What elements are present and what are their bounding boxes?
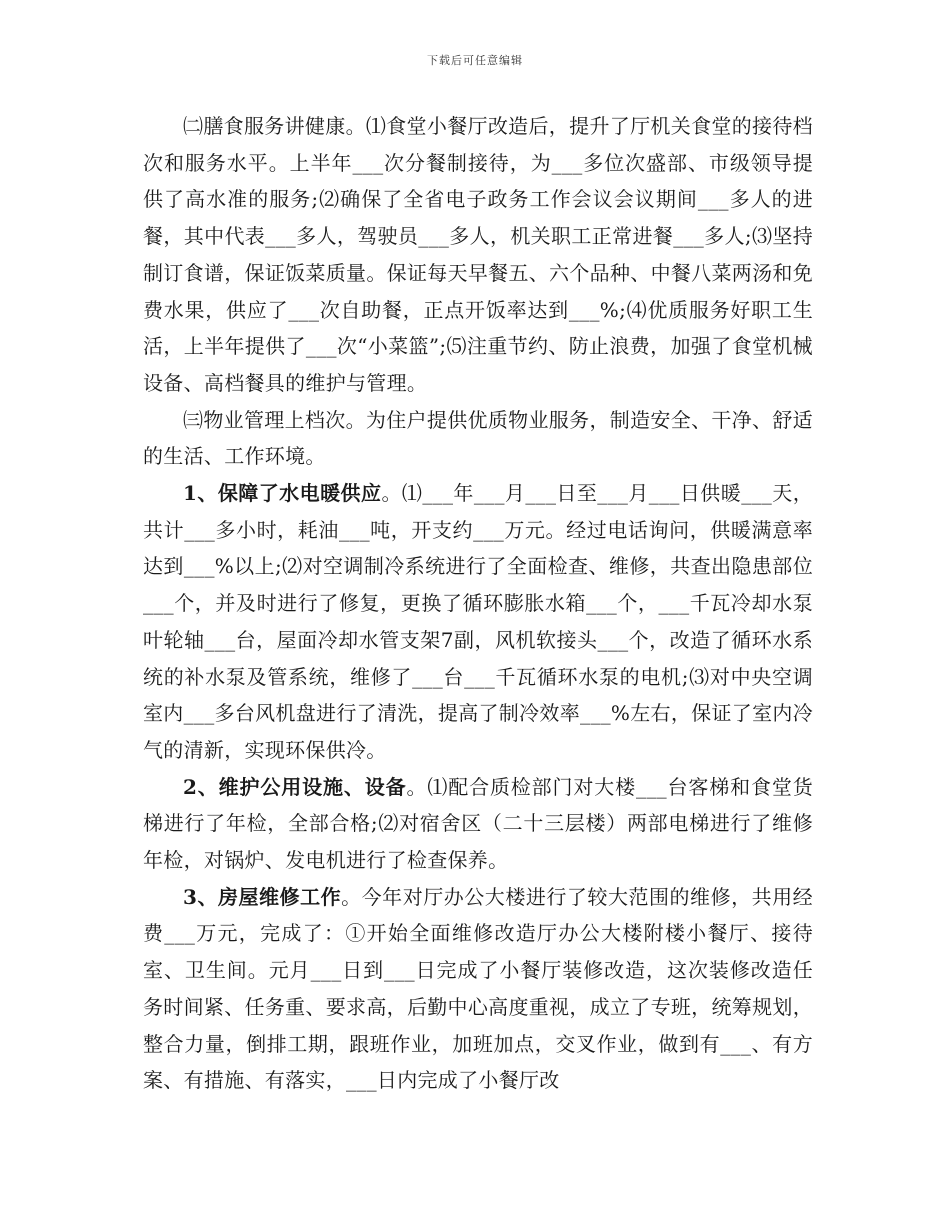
page-header: 下载后可任意编辑 [427,54,523,67]
paragraph-maintenance [143,879,813,1099]
paragraph-facilities [143,769,813,879]
paragraph-text: ㈡膳食服务讲健康。⑴食堂小餐厅改造后，提升了厅机关食堂的接待档次和服务水平。上半年___次分餐制接待，为___多位次盛部、市级领导提供了高水准的服务;⑵确保了全省电子政务工作会议会议期间___多人的进餐，其中代表___多人，驾驶员___多人，机关职工正常进餐___多人;⑶坚持制订食谱，保证饭菜质量。保证每天早餐五、六个品种、中餐八菜两汤和免费水果，供应了___次自助餐，正点开饭率达到___%;⑷优质服务好职工生活，上半年提供了___次“小菜篮”;⑸注重节约、防止浪费，加强了食堂机械设备、高档餐具的维护与管理。 [143,114,813,395]
document-body [143,108,813,1099]
paragraph-lead: 3、房屋维修工作 [183,884,342,909]
paragraph-lead: 2、维护公用设施、设备 [183,774,407,799]
paragraph-lead: 1、保障了水电暖供应 [183,481,382,506]
paragraph-utilities [143,475,813,769]
paragraph-property [143,402,813,475]
paragraph-catering [143,108,813,402]
paragraph-text: ㈢物业管理上档次。为住户提供优质物业服务，制造安全、干净、舒适的生活、工作环境。 [143,407,813,469]
paragraph-text: 。⑴配合质检部门对大楼___台客梯和食堂货梯进行了年检，全部合格;⑵对宿舍区（二十三层楼）两部电梯进行了维修年检，对锅炉、发电机进行了检查保养。 [143,774,813,873]
paragraph-text: 。⑴___年___月___日至___月___日供暖___天，共计___多小时，耗油___吨，开支约___万元。经过电话询问，供暖满意率达到___%以上;⑵对空调制冷系统进行了全面检查、维修，共查出隐患部位___个，并及时进行了修复，更换了循环膨胀水箱___个，___千瓦冷却水泵叶轮轴___台，屋面冷却水管支架7副，风机软接头___个，改造了循环水系统的补水泵及管系统，维修了___台___千瓦循环水泵的电机;⑶对中央空调室内___多台风机盘进行了清洗，提高了制冷效率___%左右，保证了室内冷气的清新，实现环保供冷。 [143,481,814,762]
paragraph-text: 。今年对厅办公大楼进行了较大范围的维修，共用经费___万元，完成了：①开始全面维修改造厅办公大楼附楼小餐厅、接待室、卫生间。元月___日到___日完成了小餐厅装修改造，这次装修改造任务时间紧、任务重、要求高，后勤中心高度重视，成立了专班，统筹规划，整合力量，倒排工期，跟班作业，加班加点，交叉作业，做到有___、有方案、有措施、有落实，___日内完成了小餐厅改 [143,884,813,1093]
